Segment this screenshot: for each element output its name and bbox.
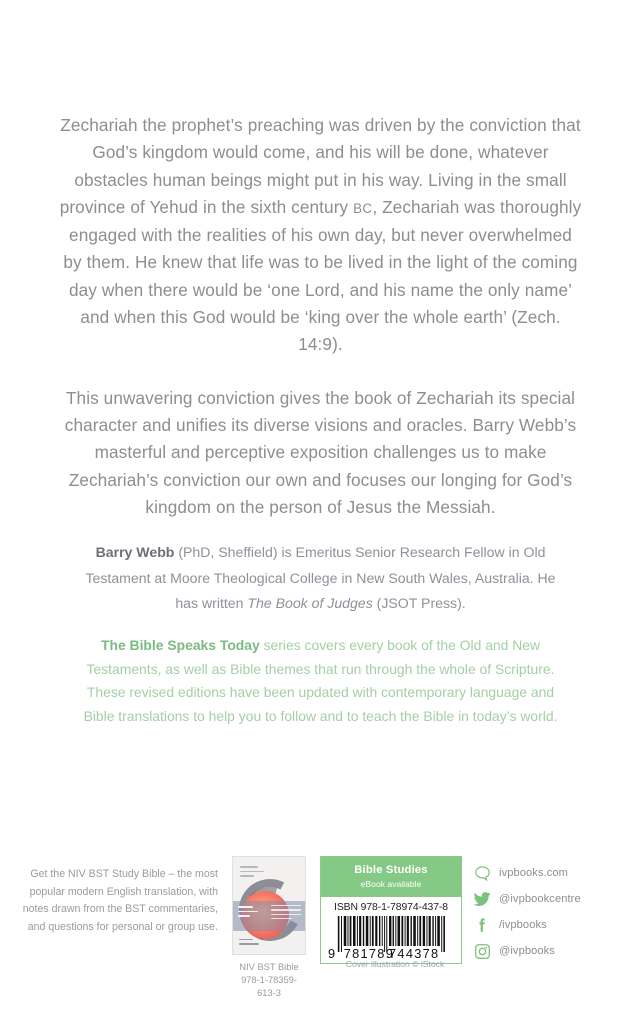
- author-book-title: The Book of Judges: [247, 595, 373, 611]
- cover-band-detail-lines: [271, 905, 301, 922]
- social-link-facebook[interactable]: [472, 912, 581, 938]
- author-bio-text: (PhD, Sheffield) is Emeritus Senior Research Fellow in Old Testament at Moore Theological College in New South Wales, Australia. He has written: [85, 544, 556, 611]
- social-link-twitter[interactable]: [472, 886, 581, 912]
- blurb-paragraph-2: This unwavering conviction gives the book of Zechariah its special character and unifies its diverse visions and oracles. Barry Webb’s masterful and perceptive exposition challenges us to make Zechariah’s conviction our own and focuses our longing for God’s kingdom on the person of Jesus the Messiah.: [64, 387, 577, 517]
- small-caps-bc: BC: [353, 200, 373, 216]
- author-bio-text-end: (JSOT Press).: [372, 595, 466, 611]
- cover-illustration-credit: Cover illustration © iStock: [345, 959, 445, 969]
- study-bible-promo: Get the NIV BST Study Bible – the most popular modern English translation, with notes drawn from the BST commentaries, and questions for personal or group use.: [22, 868, 218, 933]
- author-name: Barry Webb: [95, 544, 175, 560]
- barcode-digit-group-2: 744378: [389, 945, 440, 960]
- bottom-bar: [0, 852, 641, 1020]
- facebook-icon: [472, 915, 492, 935]
- cover-title-band: [233, 901, 305, 931]
- niv-bst-bible-thumbnail: [232, 856, 306, 1000]
- social-label-website: ivpbooks.com: [499, 867, 569, 879]
- blurb-paragraph-1-part-1: Zechariah the prophet’s preaching was driven by the conviction that God’s kingdom would come, and his will be done, whatever obstacles human beings might put in his way. Living in the small province of Yehud in the sixth century: [59, 115, 581, 217]
- ebook-note: eBook available: [360, 879, 422, 889]
- thumbnail-caption: [232, 961, 306, 1000]
- speech-bubble-icon: [472, 863, 492, 883]
- blurb-paragraph-1: [58, 112, 583, 359]
- cover-top-text-lines: [240, 866, 270, 880]
- social-link-website[interactable]: [472, 860, 581, 886]
- instagram-icon: [472, 941, 492, 961]
- series-title: The Bible Speaks Today: [100, 637, 260, 653]
- blurb-section: [58, 112, 583, 521]
- isbn-number: ISBN 978-1-78974-437-8: [334, 902, 448, 913]
- barcode-digit-left: 9: [327, 945, 336, 960]
- category-badge: [321, 857, 461, 897]
- social-link-instagram[interactable]: [472, 938, 581, 964]
- author-bio: [74, 540, 567, 617]
- cover-band-title-lines: [238, 906, 260, 920]
- category-label: Bible Studies: [354, 864, 428, 876]
- series-text: series covers every book of the Old and New Testaments, as well as Bible themes that run through the whole of Scripture. These revised editions have been updated with contemporary language and Bible translations to help you to follow and to teach the Bible in today’s world.: [83, 637, 558, 724]
- social-label-facebook: /ivpbooks: [499, 919, 547, 931]
- barcode-area: [321, 897, 461, 963]
- thumbnail-caption-title: NIV BST Bible: [239, 962, 299, 972]
- bible-cover-image: [232, 856, 306, 955]
- social-label-instagram: @ivpbooks: [499, 945, 555, 957]
- social-label-twitter: @ivpbookcentre: [499, 893, 581, 905]
- series-note: [74, 634, 567, 728]
- blurb-paragraph-1-part-2: , Zechariah was thoroughly engaged with the realities of his own day, but never overwhelmed by them. He knew that life was to be lived in the light of the coming day when there would be ‘one Lord, and his name the only name’ and when this God would be ‘king over the whole earth’ (Zech. 14:9).: [63, 196, 582, 355]
- barcode-digit-group-1: 781789: [343, 945, 395, 960]
- thumbnail-caption-isbn: 978-1-78359-613-3: [241, 975, 297, 998]
- cover-publisher-mark: [239, 939, 265, 948]
- twitter-icon: [472, 889, 492, 909]
- social-links: [472, 860, 581, 964]
- isbn-barcode-block: [320, 856, 462, 964]
- ean13-barcode: [326, 916, 456, 960]
